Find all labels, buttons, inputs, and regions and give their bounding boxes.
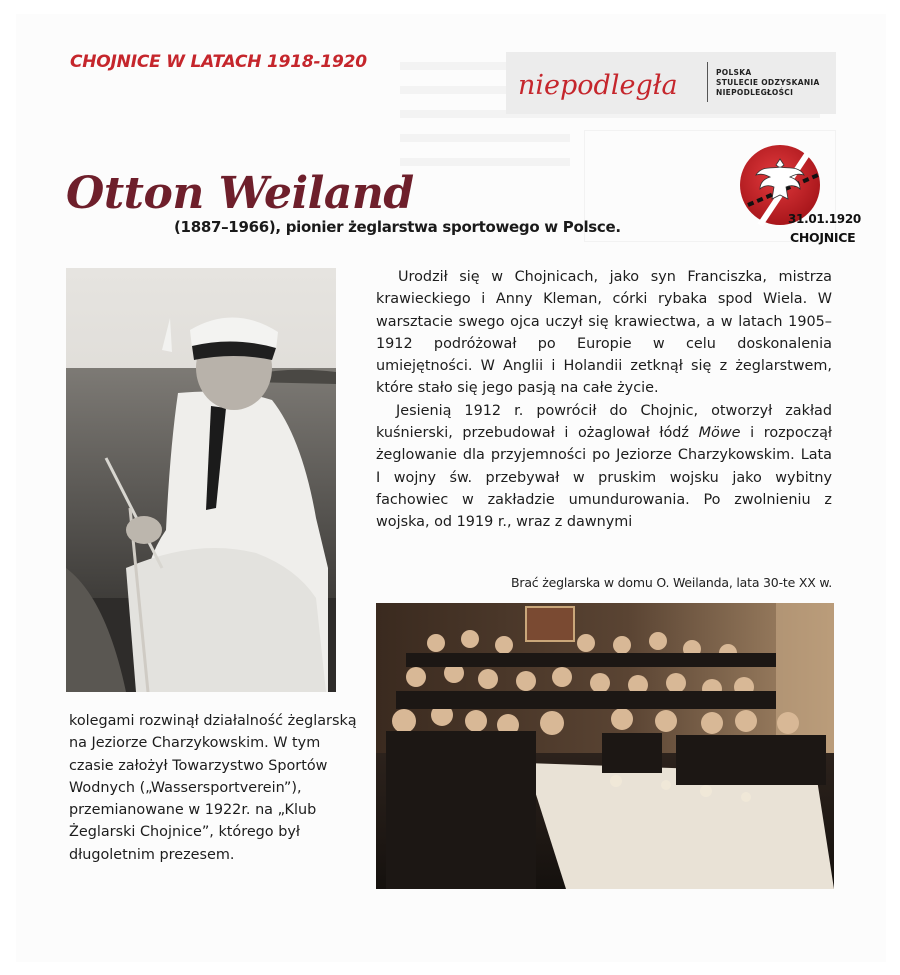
logo-line-2: STULECIE ODZYSKANIA [716, 78, 820, 87]
emblem-date: 31.01.1920 [788, 212, 861, 226]
logo-line-3: NIEPODLEGŁOŚCI [716, 88, 794, 97]
logo-line-1: POLSKA [716, 68, 752, 77]
paragraph-2-start: Jesienią 1912 r. powrócił do Chojnic, otworzył zakład kuśnierski, przebudował i ożaglował łódź [376, 402, 832, 442]
article-body [376, 266, 832, 534]
niepodlegla-logo [514, 62, 696, 106]
logo-caption [716, 68, 834, 98]
wall-picture [526, 607, 574, 641]
paragraph-2 [376, 400, 832, 534]
group-photo [376, 603, 834, 889]
logo-script-text: niepodległa [518, 70, 678, 101]
group-photo-caption: Brać żeglarska w domu O. Weilanda, lata 30-te XX w. [511, 575, 832, 590]
emblem-place: CHOJNICE [790, 230, 856, 245]
person-subtitle: (1887–1966), pionier żeglarstwa sportowego w Polsce. [174, 218, 621, 236]
series-title: CHOJNICE W LATACH 1918-1920 [70, 52, 367, 72]
logo-divider [707, 62, 708, 102]
person-name: Otton Weiland [66, 168, 414, 219]
article-continuation: kolegami rozwinął działalność żeglarską na Jeziorze Charzykowskim. W tym czasie założył Towarzystwo Sportów Wodnych („Wassersportverein”), przemianowane w 1922r. na „Klub Żeglarski Chojnice”, którego był długoletnim prezesem. [69, 713, 357, 863]
paragraph-2-end: i rozpoczął żeglowanie dla przyjemności po Jeziorze Charzykowskim. Lata I wojny św. przebywał w pruskim wojsku jako wybitny fachowiec w zakładzie umundurowania. Po zwolnieniu z wojska, od 1919 r., wraz z dawnymi [376, 425, 832, 531]
boat-name: Möwe [698, 425, 741, 442]
portrait-photo [66, 268, 336, 692]
paragraph-1: Urodził się w Chojnicach, jako syn Franciszka, mistrza krawieckiego i Anny Kleman, córki rybaka spod Wiela. W warsztacie swego ojca uczył się krawiectwa, a w latach 1905–1912 podróżował po Europie w celu doskonalenia umiejętności. W Anglii i Holandii zetknął się z żeglarstwem, które stało się jego pasją na całe życie. [376, 269, 832, 397]
